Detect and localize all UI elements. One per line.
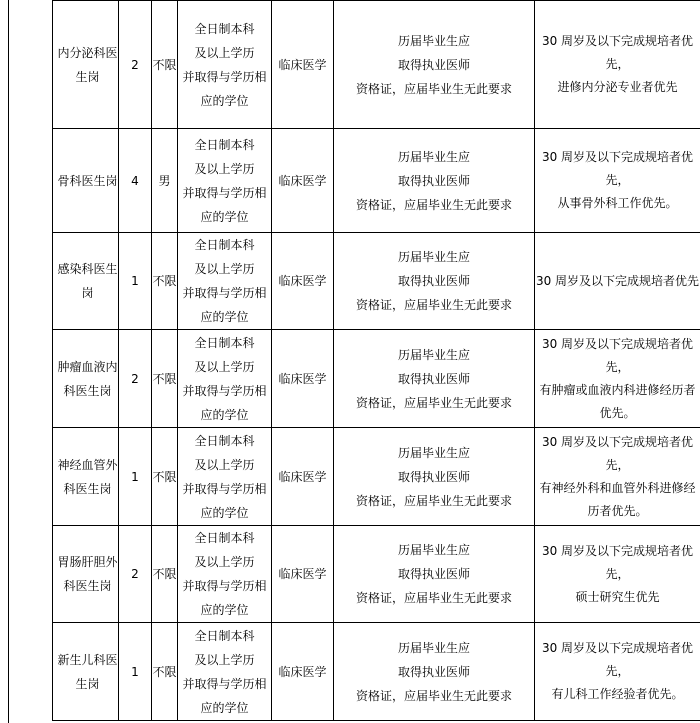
major-cell [272, 330, 334, 428]
gender-cell-text: 不限 [152, 664, 177, 679]
table-row [53, 129, 700, 233]
education-cell-text: 全日制本科 及以上学历 并取得与学历相 应的学位 [182, 531, 267, 617]
major-cell-text: 临床医学 [278, 274, 327, 288]
gender-cell-text: 不限 [152, 469, 177, 484]
post-name-cell [53, 428, 119, 526]
note-cell-text: 30 周岁及以下完成规培者优先 [535, 273, 700, 288]
gender-cell [152, 428, 178, 526]
note-cell-text: 30 周岁及以下完成规培者优先， 进修内分泌专业者优先 [541, 34, 694, 94]
page-left-border [8, 0, 9, 723]
major-cell-text: 临床医学 [278, 57, 327, 72]
requirement-cell [334, 623, 535, 721]
requirement-cell [334, 1, 535, 129]
table-body [53, 1, 700, 721]
headcount-cell [119, 129, 152, 233]
requirement-cell-text: 历届毕业生应 取得执业医师 资格证，应届毕业生无此要求 [355, 347, 512, 410]
table-row [53, 1, 700, 129]
requirement-cell-text: 历届毕业生应 取得执业医师 资格证，应届毕业生无此要求 [355, 445, 512, 508]
headcount-cell [119, 1, 152, 129]
gender-cell-text: 不限 [152, 567, 177, 581]
post-name-cell [53, 233, 119, 330]
gender-cell-text: 男 [158, 173, 171, 188]
gender-cell [152, 623, 178, 721]
note-cell [535, 233, 700, 330]
requirement-cell-text: 历届毕业生应 取得执业医师 资格证，应届毕业生无此要求 [355, 250, 512, 312]
table-row [53, 428, 700, 526]
requirement-cell [334, 330, 535, 428]
headcount-cell-text: 2 [131, 57, 139, 72]
requirement-cell [334, 526, 535, 623]
post-name-cell-text: 新生儿科医 生岗 [57, 652, 118, 691]
headcount-cell [119, 428, 152, 526]
headcount-cell [119, 526, 152, 623]
headcount-cell [119, 330, 152, 428]
note-cell-text: 30 周岁及以下完成规培者优先， 有儿科工作经验者优先。 [541, 641, 694, 701]
headcount-cell [119, 623, 152, 721]
education-cell [178, 330, 272, 428]
note-cell [535, 526, 700, 623]
note-cell-text: 30 周岁及以下完成规培者优先， 有肿瘤或血液内科进修经历者 优先。 [539, 336, 696, 420]
gender-cell [152, 129, 178, 233]
note-cell [535, 129, 700, 233]
gender-cell [152, 330, 178, 428]
major-cell [272, 1, 334, 129]
education-cell-text: 全日制本科 及以上学历 并取得与学历相 应的学位 [182, 433, 267, 520]
requirement-cell-text: 历届毕业生应 取得执业医师 资格证，应届毕业生无此要求 [355, 543, 512, 605]
gender-cell [152, 526, 178, 623]
headcount-cell [119, 233, 152, 330]
major-cell-text: 临床医学 [278, 173, 327, 188]
major-cell [272, 428, 334, 526]
headcount-cell-text: 4 [131, 173, 139, 188]
education-cell-text: 全日制本科 及以上学历 并取得与学历相 应的学位 [182, 238, 267, 324]
major-cell-text: 临床医学 [278, 469, 327, 484]
table-row [53, 623, 700, 721]
note-cell-text: 30 周岁及以下完成规培者优先， 从事骨外科工作优先。 [541, 150, 694, 210]
education-cell-text: 全日制本科 及以上学历 并取得与学历相 应的学位 [182, 335, 267, 422]
post-name-cell-text: 内分泌科医 生岗 [57, 45, 118, 84]
education-cell [178, 1, 272, 129]
gender-cell-text: 不限 [152, 274, 177, 288]
post-name-cell-text: 骨科医生岗 [57, 173, 118, 188]
headcount-cell-text: 1 [131, 664, 139, 679]
note-cell [535, 330, 700, 428]
table-row [53, 330, 700, 428]
gender-cell [152, 233, 178, 330]
note-cell [535, 1, 700, 129]
gender-cell [152, 1, 178, 129]
major-cell [272, 526, 334, 623]
requirement-cell [334, 129, 535, 233]
requirement-cell-text: 历届毕业生应 取得执业医师 资格证，应届毕业生无此要求 [355, 33, 512, 96]
education-cell [178, 129, 272, 233]
major-cell [272, 233, 334, 330]
education-cell-text: 全日制本科 及以上学历 并取得与学历相 应的学位 [182, 21, 267, 108]
note-cell-text: 30 周岁及以下完成规培者优先， 硕士研究生优先 [541, 543, 694, 604]
post-name-cell [53, 330, 119, 428]
major-cell-text: 临床医学 [278, 371, 327, 386]
education-cell [178, 623, 272, 721]
gender-cell-text: 不限 [152, 57, 177, 72]
requirement-cell [334, 233, 535, 330]
table-row [53, 233, 700, 330]
education-cell [178, 233, 272, 330]
requirement-cell [334, 428, 535, 526]
note-cell [535, 428, 700, 526]
note-cell [535, 623, 700, 721]
headcount-cell-text: 1 [131, 469, 139, 484]
post-name-cell [53, 1, 119, 129]
headcount-cell-text: 2 [131, 371, 139, 386]
major-cell [272, 129, 334, 233]
gender-cell-text: 不限 [152, 371, 177, 386]
table-row [53, 526, 700, 623]
education-cell [178, 428, 272, 526]
post-name-cell [53, 129, 119, 233]
major-cell-text: 临床医学 [278, 664, 327, 679]
post-name-cell-text: 感染科医生 岗 [57, 262, 118, 300]
major-cell [272, 623, 334, 721]
requirement-cell-text: 历届毕业生应 取得执业医师 资格证，应届毕业生无此要求 [355, 640, 512, 703]
headcount-cell-text: 1 [131, 274, 139, 288]
post-name-cell [53, 623, 119, 721]
recruitment-table [52, 0, 700, 721]
post-name-cell-text: 神经血管外 科医生岗 [57, 457, 118, 496]
post-name-cell-text: 胃肠肝胆外 科医生岗 [57, 555, 118, 593]
major-cell-text: 临床医学 [278, 567, 327, 581]
headcount-cell-text: 2 [131, 567, 139, 581]
education-cell-text: 全日制本科 及以上学历 并取得与学历相 应的学位 [182, 137, 267, 224]
requirement-cell-text: 历届毕业生应 取得执业医师 资格证，应届毕业生无此要求 [355, 149, 512, 212]
note-cell-text: 30 周岁及以下完成规培者优先， 有神经外科和血管外科进修经 历者优先。 [539, 434, 696, 518]
education-cell [178, 526, 272, 623]
post-name-cell-text: 肿瘤血液内 科医生岗 [57, 359, 118, 398]
education-cell-text: 全日制本科 及以上学历 并取得与学历相 应的学位 [182, 628, 267, 715]
post-name-cell [53, 526, 119, 623]
